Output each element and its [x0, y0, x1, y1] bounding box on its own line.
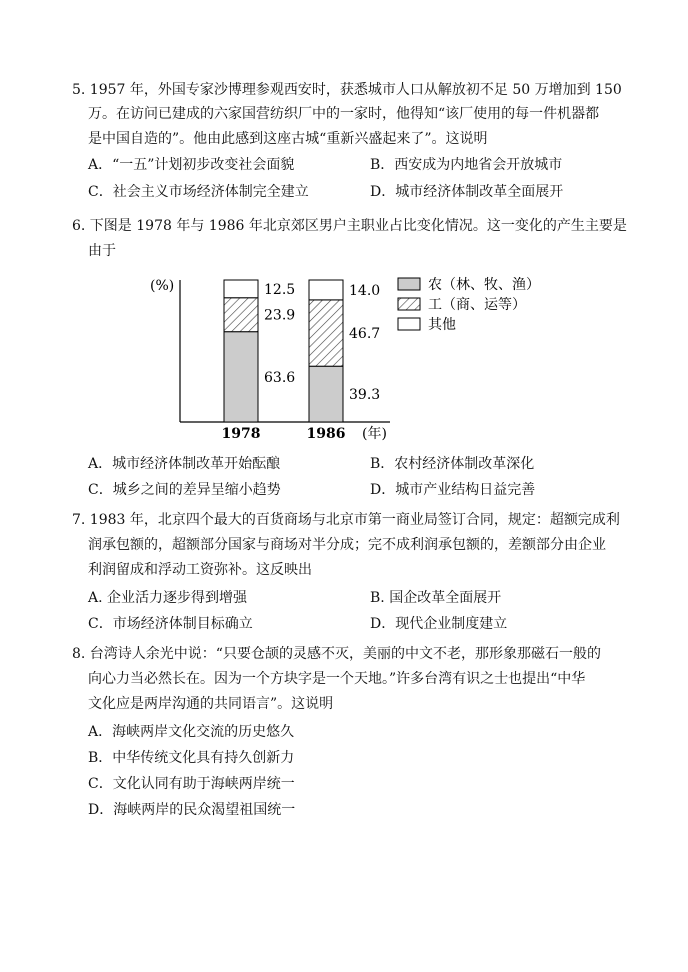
q8-option-a: A．海峡两岸文化交流的历史悠久: [88, 724, 295, 740]
x-tick-1978: 1978: [221, 426, 261, 442]
q7-option-c: C．市场经济体制目标确立: [88, 616, 253, 632]
q6-stem-line2: 由于: [88, 243, 116, 259]
bar-1978-series-0: [224, 332, 258, 422]
legend-swatch-1: [398, 298, 420, 310]
q6-stem-line1: 6. 下图是 1978 年与 1986 年北京郊区男户主职业占比变化情况。这一变化的产生主要是: [72, 218, 627, 234]
data-label-1986-2: 14.0: [349, 282, 381, 299]
bar-1978-series-1: [224, 298, 258, 332]
q8-option-c: C．文化认同有助于海峡两岸统一: [88, 776, 295, 792]
q7-option-a: A. 企业活力逐步得到增强: [88, 590, 248, 606]
occupation-chart: [140, 270, 560, 450]
q5-stem-line2: 万。在访问已建成的六家国营纺织厂中的一家时，他得知“该厂使用的每一件机器都: [88, 106, 600, 122]
data-label-1978-0: 63.6: [264, 369, 296, 386]
x-tick-1986: 1986: [306, 426, 346, 442]
bar-1986-series-1: [309, 300, 343, 366]
q5-stem-line1: 5. 1957 年，外国专家沙博理参观西安时，获悉城市人口从解放初不足 50 万增加到 150: [72, 82, 622, 98]
q6-option-c: C．城乡之间的差异呈缩小趋势: [88, 482, 281, 498]
q8-stem-line1: 8. 台湾诗人余光中说：“只要仓颉的灵感不灭，美丽的中文不老，那形象那磁石一般的: [72, 646, 601, 662]
q7-stem-line1: 7. 1983 年，北京四个最大的百货商场与北京市第一商业局签订合同，规定：超额完成利: [72, 512, 620, 528]
q8-stem-line3: 文化应是两岸沟通的共同语言”。这说明: [88, 696, 334, 712]
legend-label-1: 工（商、运等）: [428, 297, 526, 313]
q7-stem-line2: 润承包额的，超额部分国家与商场对半分成；完不成利润承包额的，差额部分由企业: [88, 537, 606, 553]
q7-option-b: B. 国企改革全面展开: [370, 590, 502, 606]
q6-option-b: B．农村经济体制改革深化: [370, 456, 535, 472]
bar-1978-series-2: [224, 280, 258, 298]
q7-option-d: D．现代企业制度建立: [370, 616, 508, 632]
q8-option-d: D．海峡两岸的民众渴望祖国统一: [88, 802, 296, 818]
bar-1986-series-0: [309, 366, 343, 422]
data-label-1986-0: 39.3: [349, 387, 381, 404]
q5-stem-line3: 是中国自造的”。他由此感到这座古城“重新兴盛起来了”。这说明: [88, 131, 488, 147]
q8-option-b: B．中华传统文化具有持久创新力: [88, 750, 295, 766]
data-label-1986-1: 46.7: [349, 326, 381, 343]
q6-option-d: D．城市产业结构日益完善: [370, 482, 536, 498]
y-axis-label: (%): [150, 278, 175, 294]
legend-label-0: 农（林、牧、渔）: [428, 277, 540, 293]
q5-option-b: B．西安成为内地省会开放城市: [370, 157, 563, 173]
q5-option-d: D．城市经济体制改革全面展开: [370, 184, 564, 200]
q6-option-a: A．城市经济体制改革开始酝酿: [88, 456, 281, 472]
data-label-1978-2: 12.5: [264, 281, 296, 298]
q7-stem-line3: 利润留成和浮动工资弥补。这反映出: [88, 562, 312, 578]
bar-1986-series-2: [309, 280, 343, 300]
legend-swatch-2: [398, 318, 420, 330]
legend-label-2: 其他: [428, 317, 456, 333]
q5-option-c: C．社会主义市场经济体制完全建立: [88, 184, 309, 200]
q8-stem-line2: 向心力当必然长在。因为一个方块字是一个天地。”许多台湾有识之士也提出“中华: [88, 671, 586, 687]
legend-swatch-0: [398, 278, 420, 290]
x-axis-label: (年): [362, 426, 387, 442]
data-label-1978-1: 23.9: [264, 307, 296, 324]
q5-option-a: A．“一五”计划初步改变社会面貌: [88, 157, 295, 173]
